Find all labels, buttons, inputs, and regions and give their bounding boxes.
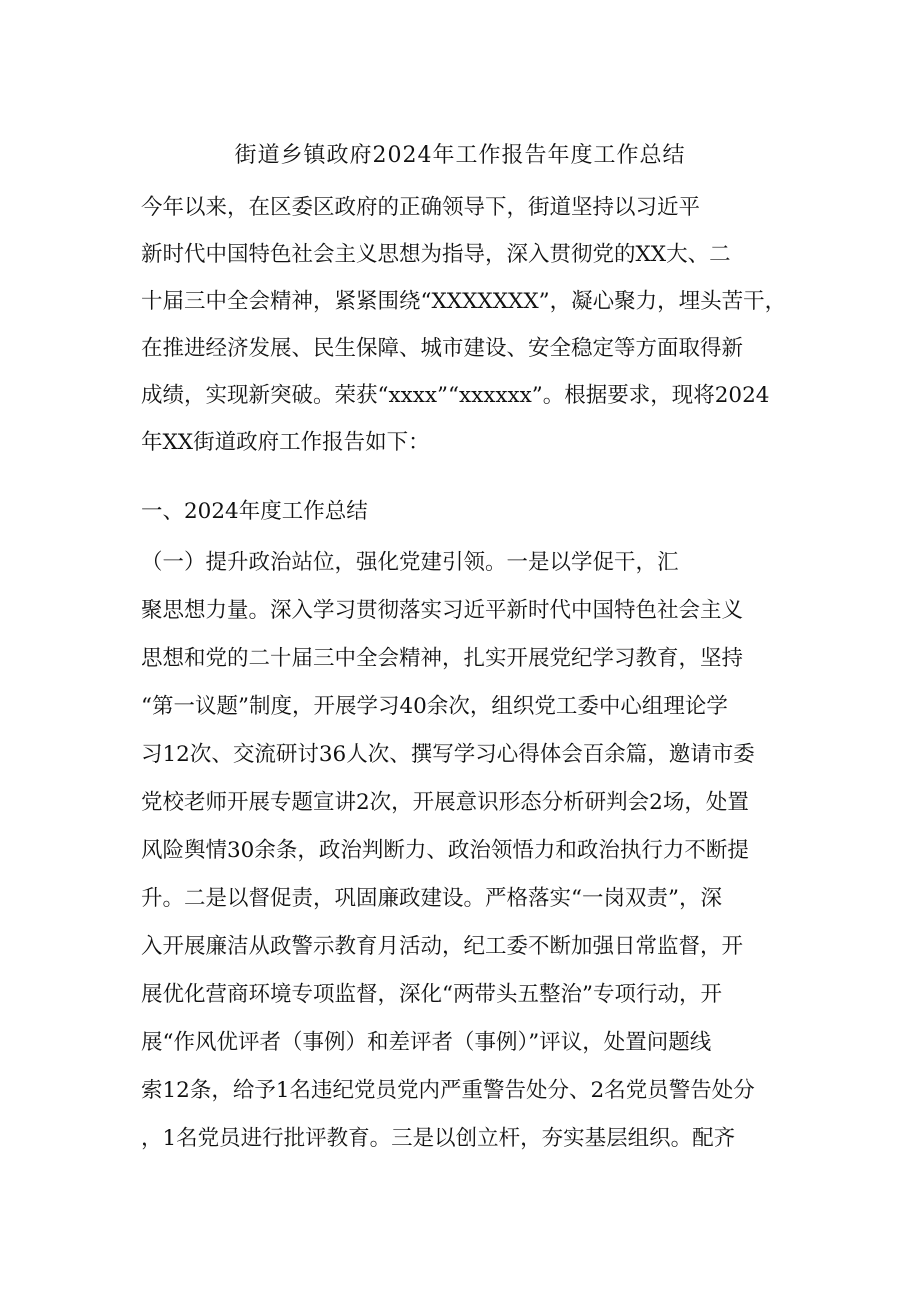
body-line: 升。二是以督促责，巩固廉政建设。严格落实“一岗双责”，深 xyxy=(141,886,722,911)
document-title: 街道乡镇政府2024年工作报告年度工作总结 xyxy=(234,143,686,168)
body-line: 在推进经济发展、民生保障、城市建设、安全稳定等方面取得新 xyxy=(141,336,744,361)
body-line: 风险舆情30余条，政治判断力、政治领悟力和政治执行力不断提 xyxy=(141,838,749,863)
body-line: （一）提升政治站位，强化党建引领。一是以学促干，汇 xyxy=(141,550,679,575)
body-line: 新时代中国特色社会主义思想为指导，深入贯彻党的XX大、二 xyxy=(141,242,731,267)
body-line: 年XX街道政府工作报告如下： xyxy=(141,430,430,455)
body-line: 今年以来，在区委区政府的正确领导下，街道坚持以习近平 xyxy=(141,195,701,220)
section-heading: 一、2024年度工作总结 xyxy=(141,499,368,524)
body-line: 党校老师开展专题宣讲2次，开展意识形态分析研判会2场，处置 xyxy=(141,790,749,815)
body-line: 聚思想力量。深入学习贯彻落实习近平新时代中国特色社会主义 xyxy=(141,598,744,623)
body-line: 思想和党的二十届三中全会精神，扎实开展党纪学习教育，坚持 xyxy=(141,646,744,671)
body-line: 成绩，实现新突破。荣获“xxxx”“xxxxxx”。根据要求，现将2024 xyxy=(141,383,770,408)
body-line: 入开展廉洁从政警示教育月活动，纪工委不断加强日常监督，开 xyxy=(141,934,744,959)
body-line: ，1名党员进行批评教育。三是以创立杆，夯实基层组织。配齐 xyxy=(141,1126,736,1151)
body-line: 展优化营商环境专项监督，深化“两带头五整治”专项行动，开 xyxy=(141,982,722,1007)
body-line: 习12次、交流研讨36人次、撰写学习心得体会百余篇，邀请市委 xyxy=(141,742,755,767)
body-line: 十届三中全会精神，紧紧围绕“XXXXXXX”，凝心聚力，埋头苦干， xyxy=(141,289,787,314)
body-line: 索12条，给予1名违纪党员党内严重警告处分、2名党员警告处分 xyxy=(141,1078,755,1103)
body-line: 展“作风优评者（事例）和差评者（事例）”评议，处置问题线 xyxy=(141,1030,712,1055)
body-line: “第一议题”制度，开展学习40余次，组织党工委中心组理论学 xyxy=(141,694,728,719)
